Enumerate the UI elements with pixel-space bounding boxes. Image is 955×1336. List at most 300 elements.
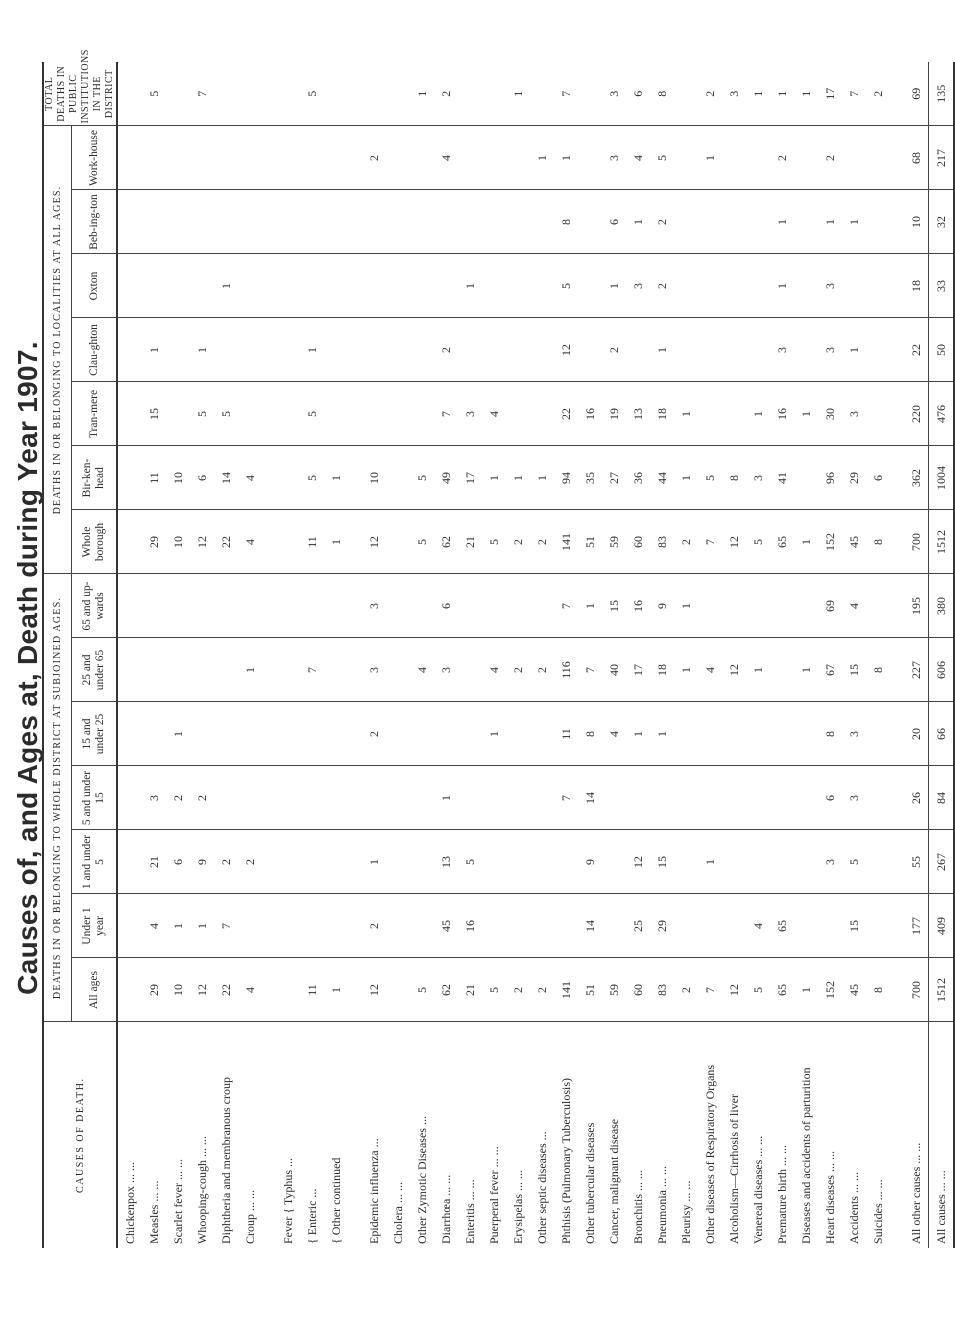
table-cell: 22	[214, 510, 238, 574]
table-cell: 4	[238, 510, 262, 574]
table-cell	[794, 830, 818, 894]
table-cell: 2	[866, 62, 890, 126]
cause-label: Alcoholism—Cirrhosis of liver	[727, 1094, 741, 1244]
table-cell	[698, 702, 722, 766]
table-cell	[530, 382, 554, 446]
table-cell	[482, 62, 506, 126]
table-cell: 1	[650, 702, 674, 766]
table-cell: 8	[650, 62, 674, 126]
table-cell: 7	[554, 766, 578, 830]
table-cell	[410, 766, 434, 830]
table-cell	[214, 638, 238, 702]
table-cell: 1	[324, 446, 348, 510]
table-cell: 7	[698, 510, 722, 574]
table-cell: 2	[650, 190, 674, 254]
table-cell: 3	[842, 766, 866, 830]
table-cell: 16	[578, 382, 602, 446]
table-cell: 1	[746, 62, 770, 126]
table-cell	[578, 190, 602, 254]
table-cell: 5	[698, 446, 722, 510]
table-cell	[386, 62, 410, 126]
table-cell: 8	[578, 702, 602, 766]
table-cell: 1	[746, 638, 770, 702]
cause-label: Accidents ... ...	[847, 1172, 861, 1244]
table-cell	[362, 62, 386, 126]
table-cell	[386, 446, 410, 510]
table-cell	[386, 382, 410, 446]
table-cell	[166, 382, 190, 446]
table-cell: 227	[904, 638, 929, 702]
table-cell: 177	[904, 894, 929, 958]
table-cell: 22	[214, 958, 238, 1022]
table-cell	[770, 830, 794, 894]
table-cell: 1	[482, 446, 506, 510]
table-cell: 2	[362, 702, 386, 766]
age-column-header: All ages	[72, 958, 117, 1022]
table-cell: 152	[818, 958, 842, 1022]
table-cell: 7	[578, 638, 602, 702]
table-row	[214, 62, 238, 1248]
cause-label: Suicides ... ...	[871, 1179, 885, 1244]
table-cell: 1	[674, 382, 698, 446]
cause-label: Measles ... ...	[147, 1180, 161, 1244]
table-cell	[794, 190, 818, 254]
table-cell	[482, 766, 506, 830]
table-cell: 5	[214, 382, 238, 446]
table-cell	[722, 318, 746, 382]
table-cell: 2	[602, 318, 626, 382]
table-cell: 2	[698, 62, 722, 126]
table-cell	[142, 574, 166, 638]
table-cell: 7	[214, 894, 238, 958]
table-cell	[300, 766, 324, 830]
table-cell	[300, 574, 324, 638]
cause-label: Chickenpox ... ...	[123, 1162, 137, 1244]
table-cell	[866, 702, 890, 766]
table-cell	[626, 766, 650, 830]
table-cell	[276, 574, 300, 638]
table-cell: 1	[650, 318, 674, 382]
table-cell	[300, 702, 324, 766]
table-cell: 11	[300, 510, 324, 574]
table-cell	[506, 830, 530, 894]
table-cell	[506, 126, 530, 190]
table-cell: 62	[434, 958, 458, 1022]
table-cell: 10	[166, 446, 190, 510]
table-cell	[238, 382, 262, 446]
cause-label: Other Zymotic Diseases ...	[415, 1116, 429, 1244]
table-cell: 51	[578, 510, 602, 574]
table-cell	[214, 190, 238, 254]
table-cell: 1	[166, 702, 190, 766]
table-cell: 1	[300, 318, 324, 382]
table-cell	[866, 190, 890, 254]
table-cell	[386, 510, 410, 574]
cause-label: Diarrhœa ... ...	[439, 1174, 453, 1244]
table-cell: 3	[602, 126, 626, 190]
table-cell	[866, 830, 890, 894]
table-cell: 1512	[929, 510, 955, 574]
table-cell: 65	[770, 510, 794, 574]
cause-label: Croup ... ...	[243, 1190, 257, 1244]
cause-label: Pleurisy ... ...	[679, 1180, 693, 1244]
whole-district-group-header: DEATHS IN OR BELONGING TO WHOLE DISTRICT AT SUBJOINED AGES.	[43, 574, 72, 1022]
table-cell	[698, 382, 722, 446]
table-cell: 27	[602, 446, 626, 510]
table-cell: 10	[166, 510, 190, 574]
table-cell: 2	[506, 510, 530, 574]
table-cell	[300, 254, 324, 318]
locality-column-header: Beb-ing-ton	[72, 190, 117, 254]
table-cell	[458, 318, 482, 382]
table-cell: 4	[602, 702, 626, 766]
table-cell	[746, 766, 770, 830]
table-cell: 4	[698, 638, 722, 702]
table-cell: 606	[929, 638, 955, 702]
table-cell	[698, 190, 722, 254]
table-cell: 3	[818, 254, 842, 318]
table-cell: 1	[166, 894, 190, 958]
cause-label: Cancer, malignant disease	[607, 1118, 621, 1244]
table-row	[190, 62, 214, 1248]
table-cell	[698, 894, 722, 958]
table-cell	[324, 254, 348, 318]
table-cell	[362, 254, 386, 318]
table-cell	[866, 766, 890, 830]
localities-group-header: DEATHS IN OR BELONGING TO LOCALITIES AT ALL AGES.	[43, 126, 72, 574]
table-cell	[324, 638, 348, 702]
table-cell: 5	[410, 510, 434, 574]
table-row	[434, 62, 458, 1248]
table-cell	[674, 190, 698, 254]
table-cell: 3	[722, 62, 746, 126]
table-cell: 2	[434, 318, 458, 382]
table-cell: 476	[929, 382, 955, 446]
table-row	[117, 62, 142, 1248]
table-cell	[362, 382, 386, 446]
table-cell	[866, 254, 890, 318]
table-cell: 5	[300, 446, 324, 510]
table-cell: 409	[929, 894, 955, 958]
table-cell: 362	[904, 446, 929, 510]
cause-label: { Enteric ...	[305, 1188, 319, 1244]
table-row	[626, 62, 650, 1248]
table-cell: 2	[530, 958, 554, 1022]
table-cell: 49	[434, 446, 458, 510]
table-row	[482, 62, 506, 1248]
table-row	[866, 62, 890, 1248]
table-cell: 11	[300, 958, 324, 1022]
table-cell: 3	[770, 318, 794, 382]
table-cell	[190, 702, 214, 766]
table-row	[324, 62, 348, 1248]
table-cell	[674, 62, 698, 126]
table-cell: 4	[238, 446, 262, 510]
table-cell	[166, 318, 190, 382]
table-cell: 94	[554, 446, 578, 510]
table-cell	[842, 254, 866, 318]
causes-of-death-header: CAUSES OF DEATH.	[43, 1022, 117, 1248]
table-cell	[506, 894, 530, 958]
table-cell: 1	[794, 510, 818, 574]
table-cell	[746, 702, 770, 766]
table-cell: 1	[142, 318, 166, 382]
table-cell: 62	[434, 510, 458, 574]
table-cell	[530, 318, 554, 382]
table-cell	[722, 254, 746, 318]
table-cell	[142, 702, 166, 766]
table-cell	[386, 318, 410, 382]
table-cell	[458, 62, 482, 126]
table-cell: 59	[602, 510, 626, 574]
table-cell: 12	[722, 958, 746, 1022]
table-cell: 4	[434, 126, 458, 190]
table-cell: 1	[770, 190, 794, 254]
table-cell	[554, 894, 578, 958]
table-cell	[530, 574, 554, 638]
table-cell	[166, 574, 190, 638]
table-cell: 4	[238, 958, 262, 1022]
table-cell	[698, 254, 722, 318]
table-cell: 69	[904, 62, 929, 126]
table-cell	[142, 254, 166, 318]
table-cell: 12	[722, 638, 746, 702]
table-cell	[117, 510, 142, 574]
cause-label: Cholera ... ...	[391, 1182, 405, 1244]
table-row	[458, 62, 482, 1248]
table-cell	[602, 894, 626, 958]
cause-label: Diseases and accidents of parturition	[799, 1067, 813, 1244]
table-cell: 1	[482, 702, 506, 766]
table-cell	[866, 894, 890, 958]
table-cell: 13	[434, 830, 458, 894]
table-cell	[362, 766, 386, 830]
table-cell	[554, 830, 578, 894]
table-cell	[506, 574, 530, 638]
table-cell	[722, 574, 746, 638]
table-cell: 4	[746, 894, 770, 958]
table-cell: 1	[842, 190, 866, 254]
table-cell	[866, 318, 890, 382]
table-cell: 3	[434, 638, 458, 702]
table-cell	[324, 574, 348, 638]
table-cell	[458, 638, 482, 702]
table-cell: 2	[190, 766, 214, 830]
table-cell	[674, 318, 698, 382]
table-cell: 3	[626, 254, 650, 318]
table-cell: 4	[626, 126, 650, 190]
table-cell	[482, 574, 506, 638]
table-cell: 22	[554, 382, 578, 446]
table-cell: 2	[214, 830, 238, 894]
table-cell: 6	[866, 446, 890, 510]
table-row	[506, 62, 530, 1248]
table-cell: 1	[602, 254, 626, 318]
table-cell: 1	[506, 62, 530, 126]
table-cell	[578, 126, 602, 190]
table-cell: 195	[904, 574, 929, 638]
table-cell: 5	[746, 510, 770, 574]
table-cell: 35	[578, 446, 602, 510]
table-cell: 14	[214, 446, 238, 510]
table-cell	[276, 638, 300, 702]
table-cell: 116	[554, 638, 578, 702]
table-cell: 15	[142, 382, 166, 446]
table-cell: 1	[410, 62, 434, 126]
table-cell	[276, 446, 300, 510]
table-cell: 8	[818, 702, 842, 766]
cause-label: Erysipelas ... ...	[511, 1170, 525, 1244]
table-cell: 5	[842, 830, 866, 894]
table-cell	[386, 894, 410, 958]
cause-label: Diphtheria and membranous croup	[219, 1077, 233, 1244]
table-cell	[238, 190, 262, 254]
table-cell: 1	[554, 126, 578, 190]
table-cell	[362, 190, 386, 254]
table-cell: 10	[362, 446, 386, 510]
table-cell	[530, 190, 554, 254]
table-cell: 30	[818, 382, 842, 446]
table-cell	[276, 510, 300, 574]
table-cell	[674, 830, 698, 894]
table-row	[650, 62, 674, 1248]
table-cell: 65	[770, 894, 794, 958]
table-cell	[578, 318, 602, 382]
table-cell: 1	[794, 958, 818, 1022]
table-cell	[276, 702, 300, 766]
table-cell: 141	[554, 958, 578, 1022]
table-cell	[842, 126, 866, 190]
table-cell: 15	[842, 638, 866, 702]
table-cell: 3	[362, 638, 386, 702]
table-cell: 8	[866, 638, 890, 702]
table-cell	[117, 254, 142, 318]
table-cell	[238, 62, 262, 126]
table-cell: 8	[866, 958, 890, 1022]
table-cell: 1	[578, 574, 602, 638]
table-row	[142, 62, 166, 1248]
table-cell: 15	[602, 574, 626, 638]
table-row	[722, 62, 746, 1248]
table-cell: 2	[434, 62, 458, 126]
locality-column-header: Clau-ghton	[72, 318, 117, 382]
table-cell: 1	[362, 830, 386, 894]
table-cell: 1	[794, 638, 818, 702]
locality-column-header: Oxton	[72, 254, 117, 318]
table-cell	[300, 126, 324, 190]
table-cell	[386, 958, 410, 1022]
table-cell	[410, 894, 434, 958]
table-cell: 1	[626, 190, 650, 254]
rotated-table-wrapper	[42, 49, 948, 1248]
table-cell: 5	[482, 958, 506, 1022]
table-cell: 2	[770, 126, 794, 190]
table-cell	[698, 766, 722, 830]
table-cell: 7	[698, 958, 722, 1022]
table-cell	[386, 574, 410, 638]
table-row	[554, 62, 578, 1248]
table-cell: 2	[530, 510, 554, 574]
table-cell: 41	[770, 446, 794, 510]
table-cell	[117, 894, 142, 958]
table-cell: 12	[190, 958, 214, 1022]
table-cell	[698, 574, 722, 638]
table-cell	[300, 190, 324, 254]
table-row	[362, 62, 386, 1248]
age-column-header: Under 1 year	[72, 894, 117, 958]
table-cell: 6	[190, 446, 214, 510]
table-cell: 60	[626, 958, 650, 1022]
age-column-header: 25 and under 65	[72, 638, 117, 702]
table-cell	[482, 190, 506, 254]
table-cell	[238, 894, 262, 958]
table-cell	[722, 126, 746, 190]
total-institutions-header: TOTAL DEATHS IN PUBLIC INSTITUTIONS IN THE DISTRICT	[43, 62, 117, 126]
table-cell: 13	[626, 382, 650, 446]
table-cell: 8	[722, 446, 746, 510]
table-cell	[117, 190, 142, 254]
table-cell: 4	[482, 638, 506, 702]
table-cell: 5	[458, 830, 482, 894]
table-cell: 3	[842, 382, 866, 446]
table-cell: 3	[602, 62, 626, 126]
table-cell: 5	[410, 446, 434, 510]
table-cell	[794, 574, 818, 638]
table-cell	[276, 190, 300, 254]
table-cell	[482, 830, 506, 894]
cause-label: { Other continued	[329, 1157, 343, 1244]
table-cell: 1	[818, 190, 842, 254]
table-cell: 1	[770, 62, 794, 126]
table-cell: 21	[458, 958, 482, 1022]
table-cell: 2	[362, 894, 386, 958]
table-cell: 2	[818, 126, 842, 190]
table-cell	[482, 126, 506, 190]
table-cell: 26	[904, 766, 929, 830]
table-cell: 40	[602, 638, 626, 702]
table-cell	[117, 446, 142, 510]
row-spacer	[348, 62, 362, 1248]
table-cell	[458, 574, 482, 638]
table-cell	[166, 126, 190, 190]
table-cell: 380	[929, 574, 955, 638]
table-cell	[794, 894, 818, 958]
table-cell	[238, 126, 262, 190]
table-cell: 18	[904, 254, 929, 318]
table-cell	[166, 638, 190, 702]
table-cell	[117, 318, 142, 382]
table-cell: 45	[842, 510, 866, 574]
table-row	[276, 62, 300, 1248]
table-cell: 217	[929, 126, 955, 190]
cause-label: Premature birth ... ...	[775, 1145, 789, 1244]
table-cell	[276, 126, 300, 190]
table-cell: 11	[142, 446, 166, 510]
table-cell: 7	[434, 382, 458, 446]
age-column-header: 65 and up-wards	[72, 574, 117, 638]
table-cell: 18	[650, 638, 674, 702]
table-cell	[410, 574, 434, 638]
table-cell	[324, 702, 348, 766]
table-cell	[324, 766, 348, 830]
table-cell	[458, 126, 482, 190]
table-cell: 60	[626, 510, 650, 574]
table-cell	[166, 62, 190, 126]
table-cell	[722, 702, 746, 766]
row-spacer	[890, 62, 904, 1248]
table-cell: 2	[362, 126, 386, 190]
table-cell: 3	[362, 574, 386, 638]
